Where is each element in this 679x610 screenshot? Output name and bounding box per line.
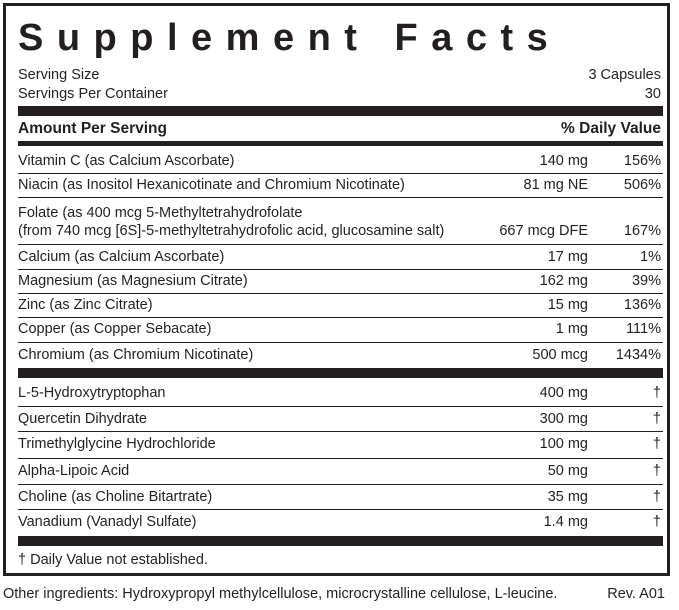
thick-divider [18,368,663,378]
nutrient-amount: 300 mg [539,411,588,427]
nutrient-name: Quercetin Dihydrate [18,411,147,427]
daily-value-footnote: † Daily Value not established. [18,552,208,568]
row-divider [18,484,663,485]
daily-value-label: % Daily Value [561,120,661,137]
nutrient-amount: 35 mg [547,489,588,505]
row-divider [18,509,663,510]
medium-divider [18,141,663,146]
nutrient-name: Copper (as Copper Sebacate) [18,321,212,337]
nutrient-name: Vanadium (Vanadyl Sulfate) [18,514,197,530]
row-divider [18,244,663,245]
thick-divider [18,536,663,546]
servings-per-container-value: 30 [644,86,661,102]
nutrient-name: Zinc (as Zinc Citrate) [18,297,153,313]
dagger-mark: † [652,436,661,452]
nutrient-amount: 81 mg NE [523,177,588,193]
nutrient-dv: 167% [623,223,661,239]
row-divider [18,197,663,198]
row-divider [18,342,663,343]
nutrient-amount: 1.4 mg [543,514,588,530]
revision-code: Rev. A01 [607,586,665,602]
row-divider [18,406,663,407]
nutrient-amount: 500 mcg [532,347,588,363]
row-divider [18,269,663,270]
nutrient-amount: 17 mg [547,249,588,265]
nutrient-name-line2: (from 740 mcg [6S]-5-methyltetrahydrofolic acid, glucosamine salt) [18,223,445,239]
serving-size-value: 3 Capsules [588,67,661,83]
nutrient-amount: 100 mg [539,436,588,452]
nutrient-amount: 15 mg [547,297,588,313]
row-divider [18,458,663,459]
row-divider [18,317,663,318]
thick-divider [18,106,663,116]
nutrient-amount: 1 mg [555,321,588,337]
other-ingredients: Other ingredients: Hydroxypropyl methylcellulose, microcrystalline cellulose, L-leucine. [3,586,558,602]
amount-per-serving-label: Amount Per Serving [18,120,167,137]
nutrient-dv: 506% [623,177,661,193]
row-divider [18,293,663,294]
nutrient-name: L-5-Hydroxytryptophan [18,385,166,401]
footer [3,585,670,603]
dagger-mark: † [652,463,661,479]
nutrient-name: Vitamin C (as Calcium Ascorbate) [18,153,235,169]
nutrient-dv: 1434% [615,347,661,363]
nutrient-name: Niacin (as Inositol Hexanicotinate and Chromium Nicotinate) [18,177,405,193]
servings-per-container-label: Servings Per Container [18,86,168,102]
nutrient-dv: 1% [640,249,661,265]
row-divider [18,431,663,432]
nutrient-amount: 667 mcg DFE [499,223,588,239]
dagger-mark: † [652,385,661,401]
nutrient-dv: 156% [623,153,661,169]
nutrient-name: Calcium (as Calcium Ascorbate) [18,249,225,265]
dagger-mark: † [652,514,661,530]
row-divider [18,173,663,174]
serving-size-label: Serving Size [18,67,100,83]
dagger-mark: † [652,489,661,505]
nutrient-name: Alpha-Lipoic Acid [18,463,130,479]
nutrient-dv: 39% [631,273,661,289]
nutrient-amount: 162 mg [539,273,588,289]
supplement-facts-panel [3,3,670,576]
nutrient-name: Magnesium (as Magnesium Citrate) [18,273,248,289]
nutrient-dv: 136% [623,297,661,313]
panel-title: Supplement Facts [18,17,562,59]
nutrient-name: Choline (as Choline Bitartrate) [18,489,213,505]
nutrient-amount: 50 mg [547,463,588,479]
nutrient-dv: 111% [626,321,661,337]
nutrient-name: Chromium (as Chromium Nicotinate) [18,347,254,363]
nutrient-name: Trimethylglycine Hydrochloride [18,436,216,452]
dagger-mark: † [652,411,661,427]
nutrient-name: Folate (as 400 mcg 5-Methyltetrahydrofolate [18,205,303,221]
nutrient-amount: 140 mg [539,153,588,169]
nutrient-amount: 400 mg [539,385,588,401]
